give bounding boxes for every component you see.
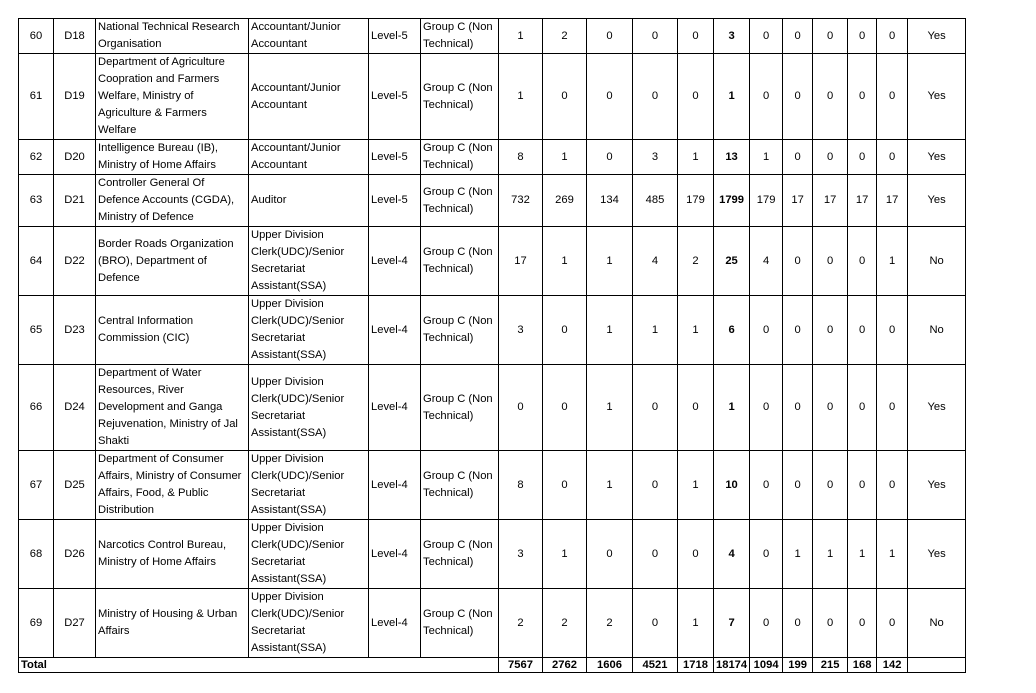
pay-level-cell: Level-4 bbox=[369, 296, 421, 365]
reserved-count-cell: 0 bbox=[783, 589, 813, 658]
department-cell: Controller General Of Defence Accounts (CGDA), Ministry of Defence bbox=[96, 175, 249, 227]
reserved-count-cell: 0 bbox=[750, 589, 783, 658]
vacancy-total-cell: 4 bbox=[714, 520, 750, 589]
reserved-count-cell: 0 bbox=[813, 451, 848, 520]
vacancy-count-cell: 134 bbox=[587, 175, 633, 227]
post-name-cell: Upper Division Clerk(UDC)/Senior Secretariat Assistant(SSA) bbox=[249, 296, 369, 365]
pay-level-cell: Level-5 bbox=[369, 19, 421, 54]
serial-number-cell: 67 bbox=[19, 451, 54, 520]
vacancy-count-cell: 732 bbox=[499, 175, 543, 227]
table-row bbox=[19, 365, 966, 451]
pay-level-cell: Level-5 bbox=[369, 140, 421, 175]
reserved-count-cell: 0 bbox=[848, 140, 877, 175]
vacancy-count-cell: 2 bbox=[678, 227, 714, 296]
serial-number-cell: 68 bbox=[19, 520, 54, 589]
vacancy-count-cell: 1 bbox=[543, 140, 587, 175]
total-cell: 7567 bbox=[499, 658, 543, 673]
vacancy-count-cell: 1 bbox=[499, 54, 543, 140]
reserved-count-cell: 0 bbox=[813, 589, 848, 658]
post-code-cell: D26 bbox=[54, 520, 96, 589]
flag-cell: Yes bbox=[908, 451, 966, 520]
vacancy-count-cell: 0 bbox=[633, 365, 678, 451]
vacancy-count-cell: 0 bbox=[678, 19, 714, 54]
vacancy-table bbox=[18, 18, 966, 673]
reserved-count-cell: 0 bbox=[848, 451, 877, 520]
post-code-cell: D18 bbox=[54, 19, 96, 54]
vacancy-count-cell: 2 bbox=[543, 589, 587, 658]
reserved-count-cell: 0 bbox=[783, 365, 813, 451]
vacancy-count-cell: 485 bbox=[633, 175, 678, 227]
vacancy-count-cell: 3 bbox=[499, 296, 543, 365]
vacancy-count-cell: 2 bbox=[543, 19, 587, 54]
total-cell: 4521 bbox=[633, 658, 678, 673]
vacancy-count-cell: 0 bbox=[587, 140, 633, 175]
vacancy-count-cell: 179 bbox=[678, 175, 714, 227]
total-label: Total bbox=[19, 658, 499, 673]
classification-cell: Group C (Non Technical) bbox=[421, 451, 499, 520]
vacancy-total-cell: 1799 bbox=[714, 175, 750, 227]
post-code-cell: D25 bbox=[54, 451, 96, 520]
reserved-count-cell: 0 bbox=[813, 365, 848, 451]
reserved-count-cell: 0 bbox=[783, 296, 813, 365]
reserved-count-cell: 17 bbox=[783, 175, 813, 227]
vacancy-count-cell: 1 bbox=[678, 589, 714, 658]
vacancy-total-cell: 6 bbox=[714, 296, 750, 365]
vacancy-count-cell: 0 bbox=[587, 54, 633, 140]
reserved-count-cell: 17 bbox=[877, 175, 908, 227]
table-row bbox=[19, 19, 966, 54]
vacancy-total-cell: 1 bbox=[714, 54, 750, 140]
vacancy-count-cell: 2 bbox=[499, 589, 543, 658]
serial-number-cell: 60 bbox=[19, 19, 54, 54]
department-cell: Department of Consumer Affairs, Ministry of Consumer Affairs, Food, & Public Distribution bbox=[96, 451, 249, 520]
vacancy-count-cell: 0 bbox=[587, 520, 633, 589]
flag-cell: Yes bbox=[908, 19, 966, 54]
total-cell: 168 bbox=[848, 658, 877, 673]
reserved-count-cell: 0 bbox=[783, 451, 813, 520]
flag-cell: Yes bbox=[908, 175, 966, 227]
department-cell: Border Roads Organization (BRO), Department of Defence bbox=[96, 227, 249, 296]
reserved-count-cell: 0 bbox=[848, 54, 877, 140]
flag-cell: No bbox=[908, 589, 966, 658]
pay-level-cell: Level-4 bbox=[369, 451, 421, 520]
reserved-count-cell: 0 bbox=[877, 589, 908, 658]
reserved-count-cell: 0 bbox=[783, 140, 813, 175]
vacancy-count-cell: 1 bbox=[587, 227, 633, 296]
flag-cell: Yes bbox=[908, 520, 966, 589]
pay-level-cell: Level-5 bbox=[369, 175, 421, 227]
vacancy-total-cell: 3 bbox=[714, 19, 750, 54]
classification-cell: Group C (Non Technical) bbox=[421, 54, 499, 140]
department-cell: National Technical Research Organisation bbox=[96, 19, 249, 54]
reserved-count-cell: 0 bbox=[848, 365, 877, 451]
total-cell: 142 bbox=[877, 658, 908, 673]
vacancy-count-cell: 0 bbox=[633, 589, 678, 658]
reserved-count-cell: 0 bbox=[848, 19, 877, 54]
reserved-count-cell: 0 bbox=[877, 451, 908, 520]
vacancy-total-cell: 10 bbox=[714, 451, 750, 520]
vacancy-count-cell: 1 bbox=[678, 140, 714, 175]
post-code-cell: D24 bbox=[54, 365, 96, 451]
total-row bbox=[19, 658, 966, 673]
reserved-count-cell: 0 bbox=[877, 54, 908, 140]
table-row bbox=[19, 175, 966, 227]
post-name-cell: Accountant/Junior Accountant bbox=[249, 140, 369, 175]
pay-level-cell: Level-4 bbox=[369, 227, 421, 296]
post-code-cell: D21 bbox=[54, 175, 96, 227]
department-cell: Narcotics Control Bureau, Ministry of Home Affairs bbox=[96, 520, 249, 589]
pay-level-cell: Level-4 bbox=[369, 589, 421, 658]
serial-number-cell: 69 bbox=[19, 589, 54, 658]
post-code-cell: D27 bbox=[54, 589, 96, 658]
post-code-cell: D22 bbox=[54, 227, 96, 296]
classification-cell: Group C (Non Technical) bbox=[421, 140, 499, 175]
vacancy-total-cell: 7 bbox=[714, 589, 750, 658]
classification-cell: Group C (Non Technical) bbox=[421, 589, 499, 658]
table-row bbox=[19, 54, 966, 140]
total-cell: 1718 bbox=[678, 658, 714, 673]
reserved-count-cell: 0 bbox=[877, 365, 908, 451]
reserved-count-cell: 0 bbox=[783, 54, 813, 140]
total-cell: 1094 bbox=[750, 658, 783, 673]
vacancy-count-cell: 4 bbox=[633, 227, 678, 296]
reserved-count-cell: 0 bbox=[750, 451, 783, 520]
grand-total-cell: 18174 bbox=[714, 658, 750, 673]
reserved-count-cell: 0 bbox=[813, 54, 848, 140]
reserved-count-cell: 0 bbox=[848, 227, 877, 296]
serial-number-cell: 66 bbox=[19, 365, 54, 451]
vacancy-count-cell: 0 bbox=[678, 54, 714, 140]
vacancy-table-container bbox=[18, 18, 966, 673]
table-row bbox=[19, 520, 966, 589]
reserved-count-cell: 17 bbox=[813, 175, 848, 227]
total-flag-cell bbox=[908, 658, 966, 673]
table-body bbox=[19, 19, 966, 673]
reserved-count-cell: 0 bbox=[848, 589, 877, 658]
total-cell: 1606 bbox=[587, 658, 633, 673]
vacancy-count-cell: 0 bbox=[499, 365, 543, 451]
vacancy-count-cell: 1 bbox=[587, 451, 633, 520]
post-name-cell: Upper Division Clerk(UDC)/Senior Secretariat Assistant(SSA) bbox=[249, 589, 369, 658]
reserved-count-cell: 0 bbox=[877, 19, 908, 54]
reserved-count-cell: 0 bbox=[813, 296, 848, 365]
vacancy-count-cell: 1 bbox=[587, 365, 633, 451]
vacancy-count-cell: 1 bbox=[499, 19, 543, 54]
reserved-count-cell: 0 bbox=[750, 296, 783, 365]
table-row bbox=[19, 140, 966, 175]
reserved-count-cell: 0 bbox=[877, 296, 908, 365]
serial-number-cell: 64 bbox=[19, 227, 54, 296]
vacancy-count-cell: 0 bbox=[633, 54, 678, 140]
department-cell: Department of Water Resources, River Development and Ganga Rejuvenation, Ministry of Jal Shakti bbox=[96, 365, 249, 451]
post-name-cell: Upper Division Clerk(UDC)/Senior Secretariat Assistant(SSA) bbox=[249, 227, 369, 296]
reserved-count-cell: 0 bbox=[750, 19, 783, 54]
vacancy-count-cell: 3 bbox=[499, 520, 543, 589]
post-name-cell: Upper Division Clerk(UDC)/Senior Secretariat Assistant(SSA) bbox=[249, 451, 369, 520]
vacancy-count-cell: 0 bbox=[678, 520, 714, 589]
reserved-count-cell: 0 bbox=[877, 140, 908, 175]
reserved-count-cell: 1 bbox=[848, 520, 877, 589]
table-row bbox=[19, 589, 966, 658]
reserved-count-cell: 0 bbox=[848, 296, 877, 365]
reserved-count-cell: 0 bbox=[813, 19, 848, 54]
serial-number-cell: 62 bbox=[19, 140, 54, 175]
flag-cell: Yes bbox=[908, 140, 966, 175]
vacancy-count-cell: 8 bbox=[499, 451, 543, 520]
serial-number-cell: 63 bbox=[19, 175, 54, 227]
post-name-cell: Upper Division Clerk(UDC)/Senior Secretariat Assistant(SSA) bbox=[249, 365, 369, 451]
vacancy-count-cell: 0 bbox=[543, 451, 587, 520]
vacancy-count-cell: 1 bbox=[633, 296, 678, 365]
flag-cell: No bbox=[908, 296, 966, 365]
table-row bbox=[19, 296, 966, 365]
pay-level-cell: Level-5 bbox=[369, 54, 421, 140]
classification-cell: Group C (Non Technical) bbox=[421, 296, 499, 365]
flag-cell: Yes bbox=[908, 54, 966, 140]
vacancy-count-cell: 1 bbox=[587, 296, 633, 365]
post-name-cell: Auditor bbox=[249, 175, 369, 227]
post-code-cell: D19 bbox=[54, 54, 96, 140]
post-name-cell: Accountant/Junior Accountant bbox=[249, 54, 369, 140]
reserved-count-cell: 0 bbox=[750, 54, 783, 140]
classification-cell: Group C (Non Technical) bbox=[421, 520, 499, 589]
reserved-count-cell: 4 bbox=[750, 227, 783, 296]
vacancy-count-cell: 1 bbox=[543, 227, 587, 296]
post-code-cell: D23 bbox=[54, 296, 96, 365]
department-cell: Department of Agriculture Coopration and Farmers Welfare, Ministry of Agriculture & Farmers Welfare bbox=[96, 54, 249, 140]
reserved-count-cell: 179 bbox=[750, 175, 783, 227]
vacancy-count-cell: 1 bbox=[543, 520, 587, 589]
pay-level-cell: Level-4 bbox=[369, 365, 421, 451]
department-cell: Intelligence Bureau (IB), Ministry of Home Affairs bbox=[96, 140, 249, 175]
vacancy-count-cell: 3 bbox=[633, 140, 678, 175]
total-cell: 2762 bbox=[543, 658, 587, 673]
reserved-count-cell: 1 bbox=[813, 520, 848, 589]
total-cell: 199 bbox=[783, 658, 813, 673]
vacancy-count-cell: 0 bbox=[543, 296, 587, 365]
vacancy-count-cell: 0 bbox=[633, 520, 678, 589]
classification-cell: Group C (Non Technical) bbox=[421, 19, 499, 54]
reserved-count-cell: 0 bbox=[750, 520, 783, 589]
classification-cell: Group C (Non Technical) bbox=[421, 175, 499, 227]
reserved-count-cell: 1 bbox=[877, 520, 908, 589]
vacancy-count-cell: 8 bbox=[499, 140, 543, 175]
classification-cell: Group C (Non Technical) bbox=[421, 227, 499, 296]
vacancy-count-cell: 2 bbox=[587, 589, 633, 658]
table-row bbox=[19, 227, 966, 296]
vacancy-total-cell: 25 bbox=[714, 227, 750, 296]
reserved-count-cell: 17 bbox=[848, 175, 877, 227]
vacancy-total-cell: 13 bbox=[714, 140, 750, 175]
flag-cell: No bbox=[908, 227, 966, 296]
post-name-cell: Accountant/Junior Accountant bbox=[249, 19, 369, 54]
serial-number-cell: 65 bbox=[19, 296, 54, 365]
vacancy-count-cell: 0 bbox=[633, 19, 678, 54]
flag-cell: Yes bbox=[908, 365, 966, 451]
reserved-count-cell: 0 bbox=[783, 19, 813, 54]
pay-level-cell: Level-4 bbox=[369, 520, 421, 589]
vacancy-count-cell: 0 bbox=[543, 365, 587, 451]
table-row bbox=[19, 451, 966, 520]
department-cell: Central Information Commission (CIC) bbox=[96, 296, 249, 365]
vacancy-count-cell: 17 bbox=[499, 227, 543, 296]
serial-number-cell: 61 bbox=[19, 54, 54, 140]
vacancy-count-cell: 0 bbox=[543, 54, 587, 140]
reserved-count-cell: 0 bbox=[783, 227, 813, 296]
reserved-count-cell: 0 bbox=[813, 140, 848, 175]
reserved-count-cell: 0 bbox=[750, 365, 783, 451]
post-name-cell: Upper Division Clerk(UDC)/Senior Secretariat Assistant(SSA) bbox=[249, 520, 369, 589]
total-cell: 215 bbox=[813, 658, 848, 673]
vacancy-count-cell: 0 bbox=[633, 451, 678, 520]
vacancy-count-cell: 1 bbox=[678, 451, 714, 520]
classification-cell: Group C (Non Technical) bbox=[421, 365, 499, 451]
reserved-count-cell: 1 bbox=[877, 227, 908, 296]
reserved-count-cell: 1 bbox=[750, 140, 783, 175]
reserved-count-cell: 1 bbox=[783, 520, 813, 589]
reserved-count-cell: 0 bbox=[813, 227, 848, 296]
vacancy-count-cell: 269 bbox=[543, 175, 587, 227]
vacancy-count-cell: 1 bbox=[678, 296, 714, 365]
vacancy-total-cell: 1 bbox=[714, 365, 750, 451]
post-code-cell: D20 bbox=[54, 140, 96, 175]
department-cell: Ministry of Housing & Urban Affairs bbox=[96, 589, 249, 658]
vacancy-count-cell: 0 bbox=[587, 19, 633, 54]
vacancy-count-cell: 0 bbox=[678, 365, 714, 451]
